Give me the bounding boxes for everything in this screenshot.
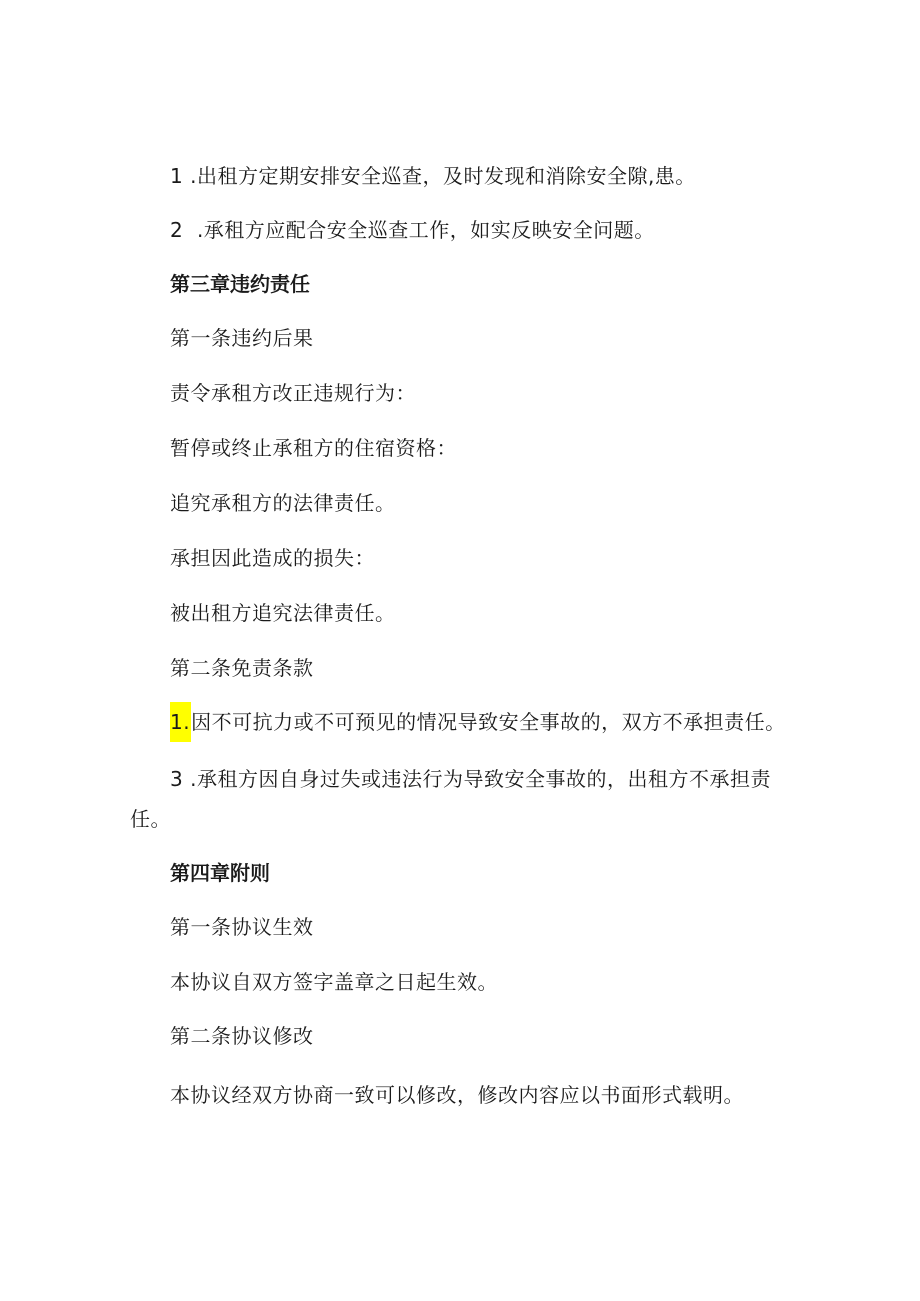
item-number: 3: [170, 767, 184, 791]
list-item: [170, 767, 771, 791]
article-title: 第二条免责条款: [170, 656, 314, 680]
paragraph: 被出租方追究法律责任。: [170, 601, 396, 625]
chapter-heading: 第四章附则: [170, 861, 270, 885]
paragraph: 责令承租方改正违规行为：: [170, 381, 416, 405]
article-title: 第二条协议修改: [170, 1024, 314, 1048]
paragraph: 追究承租方的法律责任。: [170, 491, 396, 515]
item-number: 1: [170, 164, 184, 188]
paragraph: 暂停或终止承租方的住宿资格：: [170, 436, 457, 460]
chapter-heading: 第三章违约责任: [170, 272, 310, 296]
item-text: 因不可抗力或不可预见的情况导致安全事故的，双方不承担责任。: [191, 710, 786, 734]
item-text: .承租方应配合安全巡查工作，如实反映安全问题。: [196, 218, 655, 242]
article-title: 第一条协议生效: [170, 915, 314, 939]
paragraph: 本协议自双方签字盖章之日起生效。: [170, 970, 498, 994]
highlighted-number: 1.: [170, 702, 191, 742]
item-number: 2: [170, 218, 184, 242]
item-text: .承租方因自身过失或违法行为导致安全事故的，出租方不承担责: [190, 767, 771, 791]
item-text: .出租方定期安排安全巡查，及时发现和消除安全隙,患。: [190, 164, 696, 188]
list-item: [170, 710, 786, 742]
paragraph: 本协议经双方协商一致可以修改，修改内容应以书面形式载明。: [170, 1083, 744, 1107]
list-item: [170, 164, 696, 188]
article-title: 第一条违约后果: [170, 326, 314, 350]
item-continuation: 任。: [130, 807, 171, 831]
paragraph: 承担因此造成的损失：: [170, 546, 375, 570]
list-item: [170, 218, 655, 242]
